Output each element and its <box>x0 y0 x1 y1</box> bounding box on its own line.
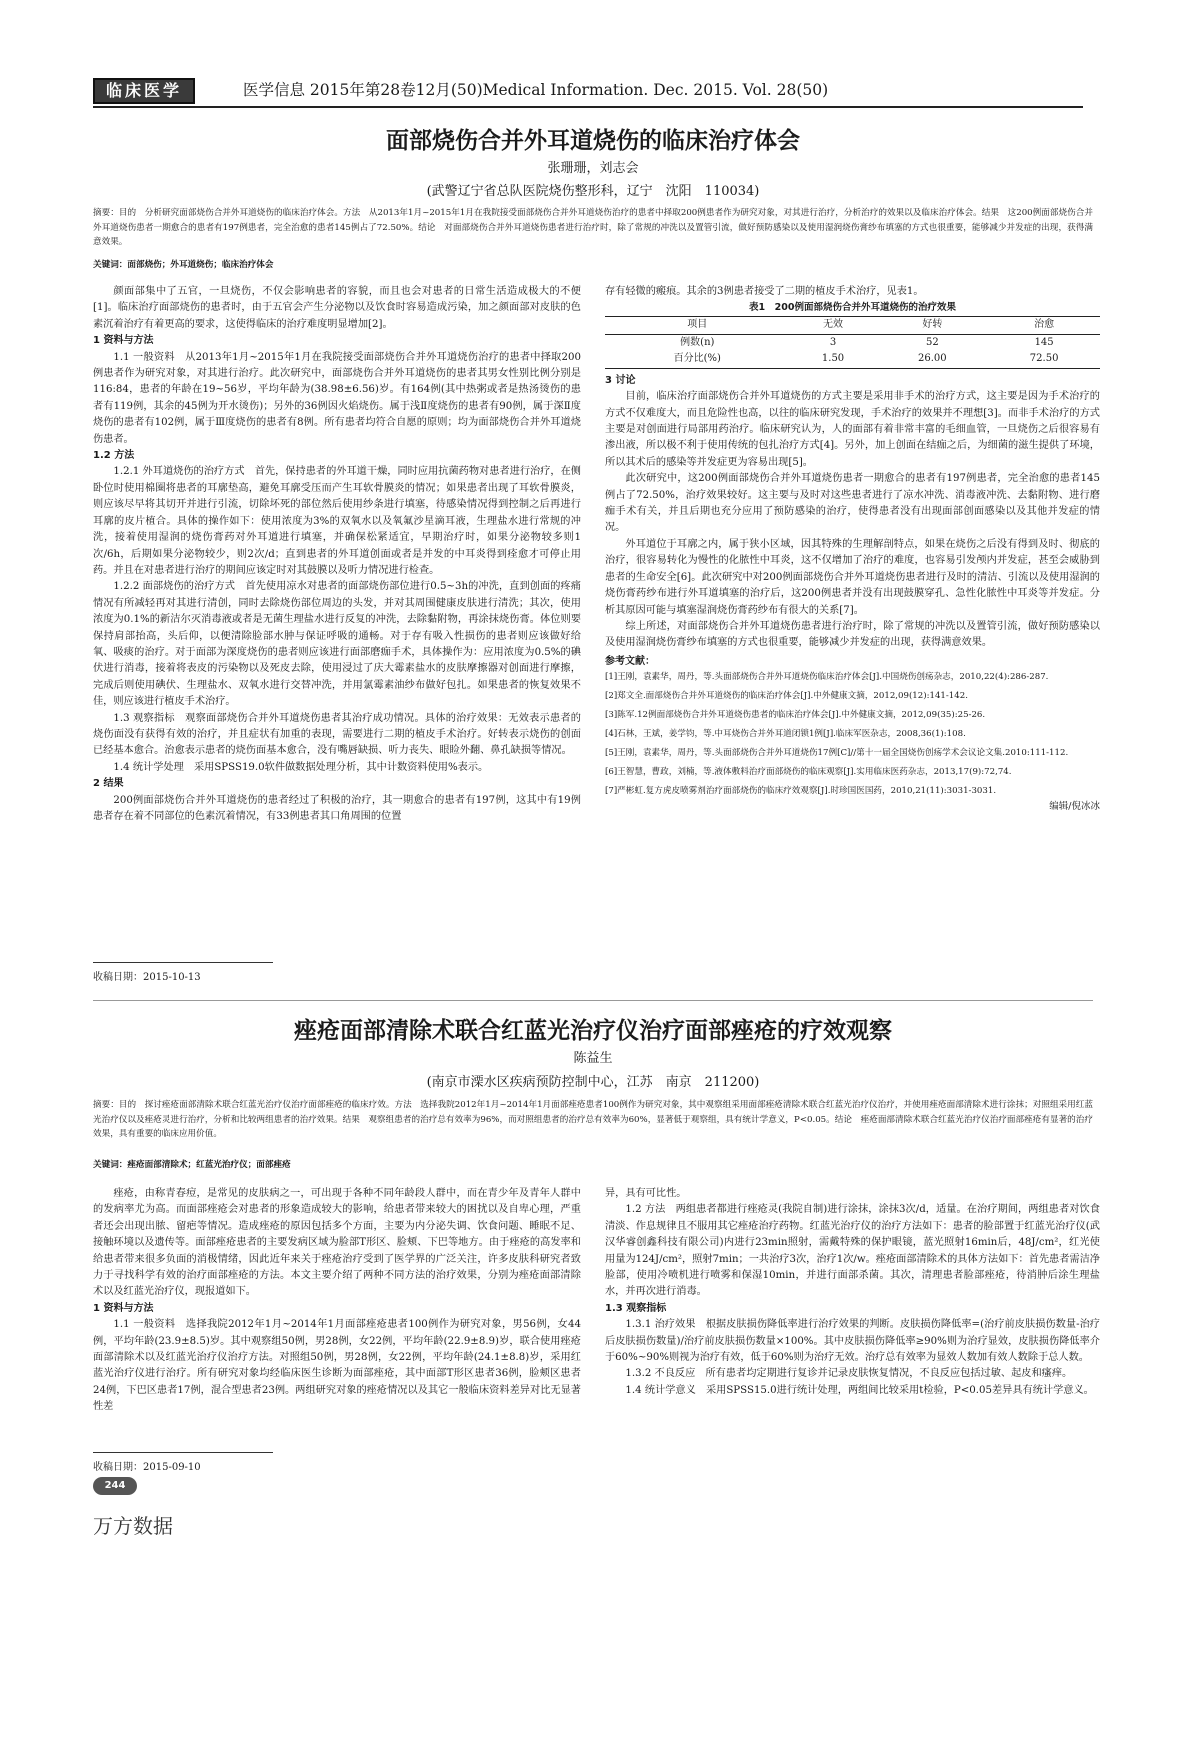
editor-credit: 编辑/倪冰冰 <box>1049 801 1100 813</box>
article1-authors: 张珊珊，刘志会 <box>547 161 639 176</box>
article2-authors: 陈益生 <box>573 1051 613 1066</box>
paragraph: 存有轻微的瘢痕。其余的3例患者接受了二期的植皮手术治疗，见表1。 <box>605 286 924 297</box>
article-divider <box>93 1000 1093 1001</box>
paragraph: 颜面部集中了五官，一旦烧伤，不仅会影响患者的容貌，而且也会对患者的日常生活造成极大的不便[1]。临床治疗面部烧伤的患者时，由于五官会产生分泌物以及饮食时容易造成污染，加之颜面部对皮肤的色素沉着治疗有着更高的要求，这使得临床的治疗难度明显增加[2]。 <box>93 286 581 330</box>
table-header-cell: 项目 <box>605 317 790 334</box>
article2-right-column <box>605 1186 1100 1399</box>
article1-abstract: 摘要：目的 分析研究面部烧伤合并外耳道烧伤的临床治疗体会。方法 从2013年1月~2015年1月在我院接受面部烧伤合并外耳道烧伤治疗的患者中择取200例患者作为研究对象，对其进行治疗，分析治疗的效果以及临床治疗体会。结果 这200例面部烧伤合并外耳道烧伤患者一期愈合的患者有197例患者，完全治愈的患者145例占了72.50%。结论 对面部烧伤合并外耳道烧伤患者进行治疗时，除了常规的冲洗以及置管引流，做好预防感染以及使用湿润烧伤膏纱布填塞的方式也很重要，能够减少并发症的出现，获得满意效果。 <box>93 208 1093 248</box>
paragraph: 1.2.2 面部烧伤的治疗方式 首先使用凉水对患者的面部烧伤部位进行0.5~3h的冲洗，直到创面的疼痛情况有所减轻再对其进行清创，同时去除烧伤部位周边的头发，并对其周围健康皮肤进行清洗；其次，使用浓度为0.1%的新洁尔灭消毒液或者是无菌生理盐水进行反复的冲洗，去除黏附物，再涂抹烧伤膏。体位则要保持肩部抬高，头后仰，以便清除脸部水肿与保证呼吸的通畅。对于存有吸入性损伤的患者则应该做好给氧、吸痰的治疗。对于面部为深度烧伤的患者则应该进行面部磨痂手术，具体操作为：应用浓度为0.5%的碘伏进行消毒，接着将表皮的污染物以及死皮去除，使用浸过了庆大霉素盐水的皮肤摩擦器对创面进行摩擦，完成后则使用碘伏、生理盐水、双氧水进行交替冲洗，并用氯霉素油纱布做好包扎。如果患者的恢复效果不佳，则应该进行植皮手术治疗。 <box>93 581 581 708</box>
table-cell: 例数(n) <box>680 336 715 348</box>
article1-received-date: 收稿日期：2015-10-13 <box>93 972 201 983</box>
table-cell: 1.50 <box>790 351 877 368</box>
reference-item: [1]王刚，袁素华，周丹，等.头面部烧伤合并外耳道烧伤临床治疗体会[J].中国烧伤创疡杂志，2010,22(4):286-287. <box>605 672 1049 683</box>
table-cell: 26.00 <box>876 351 988 368</box>
article2-received-date: 收稿日期：2015-09-10 <box>93 1462 201 1473</box>
paragraph: 1.1 一般资料 从2013年1月~2015年1月在我院接受面部烧伤合并外耳道烧伤治疗的患者中择取200例患者作为研究对象，对其进行治疗。此次研究中，面部烧伤合并外耳道烧伤的患者其男女性别比例分别是116:84，患者的年龄在19~56岁，平均年龄为(38.98±6.56)岁。有164例(其中热粥或者是热汤烫伤的患者有119例，其余的45例为开水烫伤)；另外的36例因火焰烧伤。属于浅Ⅱ度烧伤的患者有90例，属于深Ⅱ度烧伤的患者有102例，属于Ⅲ度烧伤的患者有8例。所有患者均符合自愿的原则；均为面部烧伤合并外耳道烧伤患者。 <box>93 351 581 445</box>
article1-left-column <box>93 284 581 825</box>
paragraph: 1.3 观察指标 观察面部烧伤合并外耳道烧伤患者其治疗成功情况。具体的治疗效果：无效表示患者的烧伤面没有获得有效的治疗，并且症状有加重的表现，需要进行二期的植皮手术治疗。好转表示烧伤的创面已经基本愈合。治愈表示患者的烧伤面基本愈合，没有嘴唇缺损、听力丧失、眼睑外翻、鼻孔缺损等情况。 <box>93 712 581 757</box>
section-heading: 3 讨论 <box>605 374 636 386</box>
table-cell: 3 <box>829 336 837 348</box>
section-heading: 2 结果 <box>93 778 124 790</box>
reference-item: [7]严彬虹.复方虎皮喷雾剂治疗面部烧伤的临床疗效观察[J].时珍国医国药，2010,21(11):3031-3031. <box>605 786 997 797</box>
watermark: 万方数据 <box>93 1514 173 1538</box>
table-cell: 72.50 <box>988 351 1100 368</box>
table-header-cell: 好转 <box>876 317 988 334</box>
article1-right-column <box>605 284 1100 816</box>
paragraph: 外耳道位于耳廓之内，属于狭小区域，因其特殊的生理解剖特点，如果在烧伤之后没有得到及时、彻底的治疗，很容易转化为慢性的化脓性中耳炎，这不仅增加了治疗的难度，也容易引发颅内并发症，甚至会威胁到患者的生命安全[6]。此次研究中对200例面部烧伤合并外耳道烧伤患者进行及时的清洁、引流以及使用湿润的烧伤膏药纱布进行外耳道填塞的治疗后，这200例患者并没有出现鼓膜穿孔、急性化脓性中耳炎等并发症。分析其原因可能与填塞湿润烧伤膏药纱布有很大的关系[7]。 <box>605 538 1100 616</box>
paragraph: 痤疮，由称青春痘，是常见的皮肤病之一，可出现于各种不同年龄段人群中，而在青少年及青年人群中的发病率尤为高。而面部痤疮会对患者的形象造成较大的影响，给患者带来较大的困扰以及自卑心理，严重者还会出现出脓、留疤等情况。造成痤疮的原因包括多个方面，主要为内分泌失调、饮食问题、睡眠不足、接触环境以及遗传等。面部痤疮患者的主要发病区域为脸部T形区、脸颊、下巴等地方。由于痤疮的高发率和给患者带来很多负面的消极情绪，因此近年来关于痤疮治疗受到了医学界的广泛关注，许多皮肤科研究者致力于寻找科学有效的治疗面部痤疮的方法。本文主要介绍了两种不同方法的治疗效果，分别为痤疮面部清除术以及红蓝光治疗仪，现报道如下。 <box>93 1188 581 1298</box>
paragraph: 1.3.1 治疗效果 根据皮肤损伤降低率进行治疗效果的判断。皮肤损伤降低率=(治疗前皮肤损伤数量-治疗后皮肤损伤数量)/治疗前皮肤损伤数量×100%。其中皮肤损伤降低率≥90%则为治疗显效，皮肤损伤降低率介于60%~90%则视为治疗有效，低于60%则为治疗无效。治疗总有效率为显效人数加有效人数除于总人数。 <box>605 1319 1100 1364</box>
reference-item: [3]陈军.12例面部烧伤合并外耳道烧伤患者的临床治疗体会[J].中外健康文摘，2012,09(35):25-26. <box>605 710 986 721</box>
table-cell: 145 <box>1034 336 1054 348</box>
table-row <box>605 351 1100 368</box>
article2-left-column <box>93 1186 581 1416</box>
paragraph: 异，具有可比性。 <box>605 1188 687 1199</box>
page-number: 244 <box>104 1480 126 1491</box>
paragraph: 1.3.2 不良反应 所有患者均定期进行复诊并记录皮肤恢复情况，不良反应包括过敏、起皮和瘙痒。 <box>625 1368 1073 1380</box>
reference-item: [2]郑文全.面部烧伤合并外耳道烧伤的临床治疗体会[J].中外健康文摘，2012,09(12):141-142. <box>605 691 968 702</box>
table-header-cell: 无效 <box>790 317 877 334</box>
paragraph: 1.4 统计学意义 采用SPSS15.0进行统计处理，两组间比较采用t检验，P<0.05差异具有统计学意义。 <box>625 1384 1094 1396</box>
section-heading: 1.2 方法 <box>93 450 135 462</box>
article1-keywords: 关键词：面部烧伤；外耳道烧伤；临床治疗体会 <box>93 260 274 270</box>
table-row <box>605 334 1100 351</box>
article2-title: 痤疮面部清除术联合红蓝光治疗仪治疗面部痤疮的疗效观察 <box>294 1018 892 1044</box>
article1-title: 面部烧伤合并外耳道烧伤的临床治疗体会 <box>386 128 800 154</box>
section-heading: 1 资料与方法 <box>93 1302 154 1314</box>
page-number-badge <box>93 1477 137 1495</box>
section-heading: 1.3 观察指标 <box>605 1302 667 1314</box>
reference-item: [6]王智慧，曹政，刘楠，等.液体敷料治疗面部烧伤的临床观察[J].实用临床医药杂志，2013,17(9):72,74. <box>605 767 1012 778</box>
paragraph: 1.4 统计学处理 采用SPSS19.0软件做数据处理分析，其中计数资料使用%表示。 <box>113 761 489 773</box>
paragraph: 此次研究中，这200例面部烧伤合并外耳道烧伤患者一期愈合的患者有197例患者，完全治愈的患者145例占了72.50%，治疗效果较好。这主要与及时对这些患者进行了凉水冲洗、消毒液冲洗、去黏附物、进行磨痂手术有关，并且后期也充分应用了预防感染的治疗，使得患者没有出现面部创面感染以及其他并发症的情况。 <box>605 473 1100 534</box>
paragraph: 1.1 一般资料 选择我院2012年1月~2014年1月面部痤疮患者100例作为研究对象，男56例，女44例，平均年龄(23.9±8.5)岁。其中观察组50例，男28例，女22例，平均年龄(22.9±8.9)岁，联合使用痤疮面部清除术以及红蓝光治疗仪治疗方法。对照组50例，男28例，女22例，平均年龄(24.1±8.8)岁，采用红蓝光治疗仪进行治疗。所有研究对象均经临床医生诊断为面部痤疮，其中面部T形区患者36例，脸颊区患者24例，下巴区患者17例，混合型患者23例。两组研究对象的痤疮情况以及其它一般临床资料差异对比无显著性差 <box>93 1319 581 1413</box>
header-rule <box>93 106 1083 108</box>
paragraph: 目前，临床治疗面部烧伤合并外耳道烧伤的方式主要是采用非手术的治疗方式，这主要是因为手术治疗的方式不仅难度大，而且危险性也高，以往的临床研究发现，手术治疗的效果并不理想[3]。而非手术治疗的方式主要是对创面进行局部用药治疗。临床研究认为，人的面部有着非常丰富的毛细血管，一旦烧伤之后很容易有渗出液，所以极不利于使用传统的包扎治疗方式[4]。另外，加上创面在结痂之后，为细菌的滋生提供了环境，所以其术后的感染等并发症更为容易出现[5]。 <box>605 391 1100 468</box>
journal-info: 医学信息 2015年第28卷12月(50)Medical Information. Dec. 2015. Vol. 28(50) <box>243 81 829 99</box>
results-table-caption: 表1 200例面部烧伤合并外耳道烧伤的治疗效果 <box>749 302 956 314</box>
reference-list <box>605 670 1100 799</box>
results-table <box>605 316 1100 368</box>
paragraph: 1.2.1 外耳道烧伤的治疗方式 首先，保持患者的外耳道干燥，同时应用抗菌药物对患者进行治疗，在侧卧位时使用棉圈将患者的耳廓垫高，避免耳廓受压而产生耳软骨膜炎的情况；如果患者出现了耳软骨膜炎，则应该尽早将其切开并进行引流，切除坏死的部位然后使用纱条进行填塞，待感染情况得到控制之后再进行耳廓的皮片植合。具体的操作如下：使用浓度为3%的双氧水以及氧氟沙星滴耳液，生理盐水进行常规的冲洗，接着使用湿润的烧伤膏药对外耳道进行填塞，并确保松紧适宜，早期治疗时，如果分泌物较多则1次/6h，后期如果分泌物较少，则2次/d；直到患者的外耳道创面或者是并发的中耳炎得到痊愈才可停止用药。并且在对患者进行治疗的期间应该定时对其鼓膜以及听力情况进行检查。 <box>93 466 581 576</box>
references-heading: 参考文献： <box>605 655 655 667</box>
article2-abstract: 摘要：目的 探讨痤疮面部清除术联合红蓝光治疗仪治疗面部痤疮的临床疗效。方法 选择我院2012年1月~2014年1月面部痤疮患者100例作为研究对象，其中观察组采用面部痤疮清除术联合红蓝光治疗仪治疗，并使用痤疮面部清除术进行涂抹；对照组采用红蓝光治疗仪以及痤疮灵进行治疗，分析和比较两组患者的治疗效果。结果 观察组患者的治疗总有效率为96%，而对照组患者的治疗总有效率为60%，显著低于观察组，具有统计学意义，P<0.05。结论 痤疮面部清除术联合红蓝光治疗仪治疗面部痤疮有显著的治疗效果，具有重要的临床应用价值。 <box>93 1100 1093 1140</box>
section-tag: 临床医学 <box>93 78 195 104</box>
article1-affiliation: (武警辽宁省总队医院烧伤整形科，辽宁 沈阳 110034) <box>426 184 760 199</box>
paragraph: 1.2 方法 两组患者都进行痤疮灵(我院自制)进行涂抹，涂抹3次/d，适量。在治疗期间，两组患者对饮食清淡、作息规律且不服用其它痤疮治疗药物。红蓝光治疗仪的治疗方法如下：患者的脸部置于红蓝光治疗仪(武汉华睿创鑫科技有限公司)内进行23min照射，需戴特殊的保护眼镜，蓝光照射16min后，48J/cm²，红光使用量为124J/cm²，照射7min；一共治疗3次，治疗1次/w。痤疮面部清除术的具体方法如下：首先患者需洁净脸部，使用冷喷机进行喷雾和保湿10min，并进行面部杀菌。其次，清理患者脸部痤疮，待消肿后涂生理盐水，并再次进行消毒。 <box>605 1204 1100 1298</box>
article2-keywords: 关键词：痤疮面部清除术；红蓝光治疗仪；面部痤疮 <box>93 1160 291 1170</box>
table-header-row <box>605 317 1100 334</box>
section-heading: 1 资料与方法 <box>93 335 154 347</box>
table-cell: 百分比(%) <box>605 351 790 368</box>
reference-item: [4]石林，王斌，姜学钧，等.中耳烧伤合并外耳道闭锁1例[J].临床军医杂志，2008,36(1):108. <box>605 729 966 740</box>
table-cell: 52 <box>925 336 939 348</box>
received-rule <box>93 1452 273 1453</box>
article2-affiliation: (南京市溧水区疾病预防控制中心，江苏 南京 211200) <box>426 1075 760 1090</box>
reference-item: [5]王刚，袁素华，周丹，等.头面部烧伤合并外耳道烧伤17例[C]//第十一届全国烧伤创疡学术会议论文集.2010:111-112. <box>605 748 1069 759</box>
paragraph: 综上所述，对面部烧伤合并外耳道烧伤患者进行治疗时，除了常规的冲洗以及置管引流，做好预防感染以及使用湿润烧伤膏纱布填塞的方式也很重要，能够减少并发症的出现，获得满意效果。 <box>605 620 1100 649</box>
table-header-cell: 治愈 <box>988 317 1100 334</box>
running-header <box>93 74 1133 108</box>
received-rule <box>93 962 273 963</box>
paragraph: 200例面部烧伤合并外耳道烧伤的患者经过了积极的治疗，其一期愈合的患者有197例，这其中有19例患者存在着不同部位的色素沉着情况，有33例患者其口角周围的位置 <box>93 794 581 822</box>
